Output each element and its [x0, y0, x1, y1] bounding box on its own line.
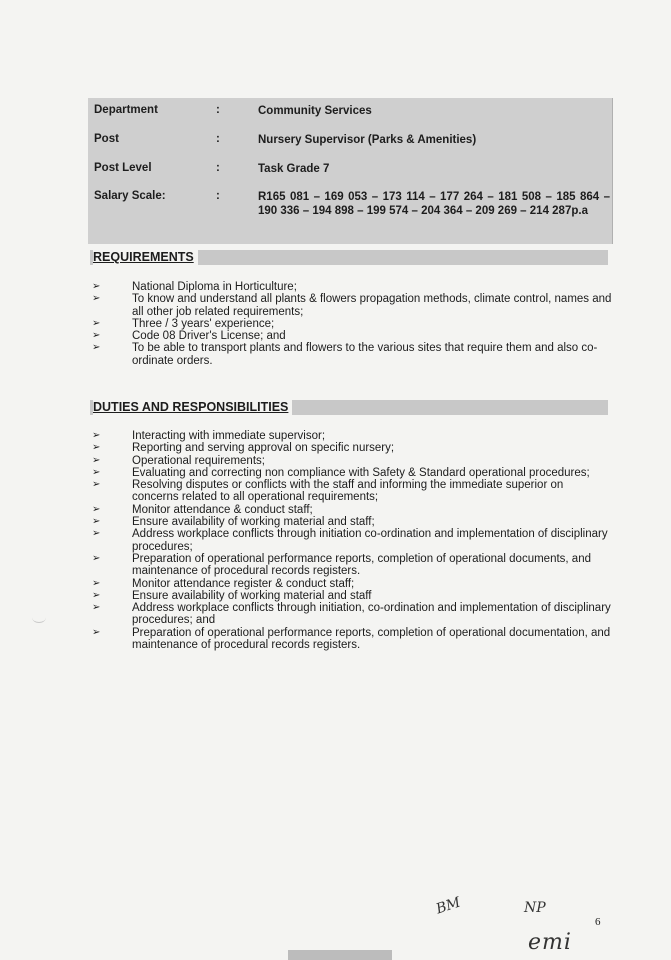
handwritten-signature: emi [528, 930, 572, 955]
duty-item [92, 455, 612, 467]
duty-item [92, 627, 612, 652]
arrow-bullet-icon: ➢ [92, 577, 101, 589]
duties-list [92, 430, 612, 651]
scan-bar [288, 950, 392, 960]
colon: : [216, 162, 220, 174]
handwritten-initials-np: NP [524, 900, 546, 916]
duty-item [92, 528, 612, 553]
duty-item [92, 590, 612, 602]
arrow-bullet-icon: ➢ [92, 479, 101, 491]
scan-mark [32, 612, 46, 623]
department-value: Community Services [258, 105, 372, 117]
duty-item [92, 602, 612, 627]
arrow-bullet-icon: ➢ [92, 281, 101, 292]
arrow-bullet-icon: ➢ [92, 317, 101, 329]
colon: : [216, 190, 220, 202]
arrow-bullet-icon: ➢ [92, 430, 101, 441]
requirement-item [92, 342, 612, 367]
colon: : [216, 133, 220, 145]
arrow-bullet-icon: ➢ [92, 602, 101, 614]
requirements-list [92, 281, 612, 367]
post-value: Nursery Supervisor (Parks & Amenities) [258, 134, 477, 146]
requirement-item-text: To know and understand all plants & flowers propagation methods, climate control, names and all other job related requirements; [132, 293, 612, 318]
post-label: Post [94, 133, 119, 145]
duty-item-text: Address workplace conflicts through initiation co-ordination and implementation of disciplinary procedures; [132, 528, 608, 553]
requirement-item [92, 293, 612, 318]
requirement-item [92, 330, 612, 342]
page-number: 6 [595, 916, 601, 928]
arrow-bullet-icon: ➢ [92, 454, 101, 466]
duty-item-text: Preparation of operational performance reports, completion of operational documentation, and maintenance of procedural records registers. [132, 626, 611, 652]
duty-item [92, 467, 612, 479]
handwritten-initials-bm: BM [434, 894, 463, 918]
arrow-bullet-icon: ➢ [92, 293, 101, 305]
requirement-item-text: National Diploma in Horticulture; [132, 281, 297, 293]
arrow-bullet-icon: ➢ [92, 552, 101, 564]
duty-item [92, 578, 612, 590]
requirements-heading-bar [90, 250, 608, 265]
duty-item [92, 442, 612, 454]
duty-item-text: Ensure availability of working material and staff [132, 589, 372, 602]
colon: : [216, 104, 220, 116]
arrow-bullet-icon: ➢ [92, 589, 101, 601]
duty-item-text: Address workplace conflicts through initiation, co-ordination and implementation of disciplinary procedures; and [132, 602, 611, 627]
duty-item-text: Operational requirements; [132, 454, 265, 467]
requirement-item [92, 281, 612, 293]
arrow-bullet-icon: ➢ [92, 626, 101, 638]
requirements-heading: REQUIREMENTS [93, 250, 198, 265]
arrow-bullet-icon: ➢ [92, 528, 101, 540]
duty-item-text: Monitor attendance & conduct staff; [132, 503, 313, 516]
arrow-bullet-icon: ➢ [92, 516, 101, 528]
post-info-table [88, 98, 613, 244]
duties-heading-bar [90, 400, 608, 415]
arrow-bullet-icon: ➢ [92, 442, 101, 454]
post-level-label: Post Level [94, 162, 152, 174]
arrow-bullet-icon: ➢ [92, 330, 101, 342]
arrow-bullet-icon: ➢ [92, 503, 101, 515]
department-label: Department [94, 104, 158, 116]
requirement-item-text: Code 08 Driver's License; and [132, 330, 286, 343]
duty-item-text: Evaluating and correcting non compliance with Safety & Standard operational procedures; [132, 466, 590, 479]
salary-scale-value: R165 081 – 169 053 – 173 114 – 177 264 – 181 508 – 185 864 – 190 336 – 194 898 – 199 574 – 204 364 – 209 269 – 214 287p.a [258, 191, 610, 217]
duty-item-text: Interacting with immediate supervisor; [132, 430, 326, 442]
duty-item-text: Ensure availability of working material and staff; [132, 516, 375, 529]
requirement-item [92, 318, 612, 330]
duty-item [92, 479, 612, 504]
duty-item-text: Reporting and serving approval on specific nursery; [132, 442, 395, 455]
arrow-bullet-icon: ➢ [92, 466, 101, 478]
duty-item [92, 504, 612, 516]
duty-item [92, 553, 612, 578]
requirement-item-text: To be able to transport plants and flowers to the various sites that require them and also co-ordinate orders. [132, 342, 598, 367]
duty-item-text: Preparation of operational performance reports, completion of operational documents, and maintenance of procedural records registers. [132, 552, 591, 578]
salary-scale-label: Salary Scale: [94, 190, 166, 202]
duty-item [92, 430, 612, 442]
arrow-bullet-icon: ➢ [92, 342, 101, 354]
duty-item-text: Monitor attendance register & conduct staff; [132, 577, 355, 590]
duties-heading: DUTIES AND RESPONSIBILITIES [93, 400, 292, 415]
duty-item [92, 516, 612, 528]
post-level-value: Task Grade 7 [258, 163, 330, 175]
duty-item-text: Resolving disputes or conflicts with the staff and informing the immediate superior on concerns related to all operational requirements; [132, 479, 564, 504]
requirement-item-text: Three / 3 years' experience; [132, 317, 275, 330]
